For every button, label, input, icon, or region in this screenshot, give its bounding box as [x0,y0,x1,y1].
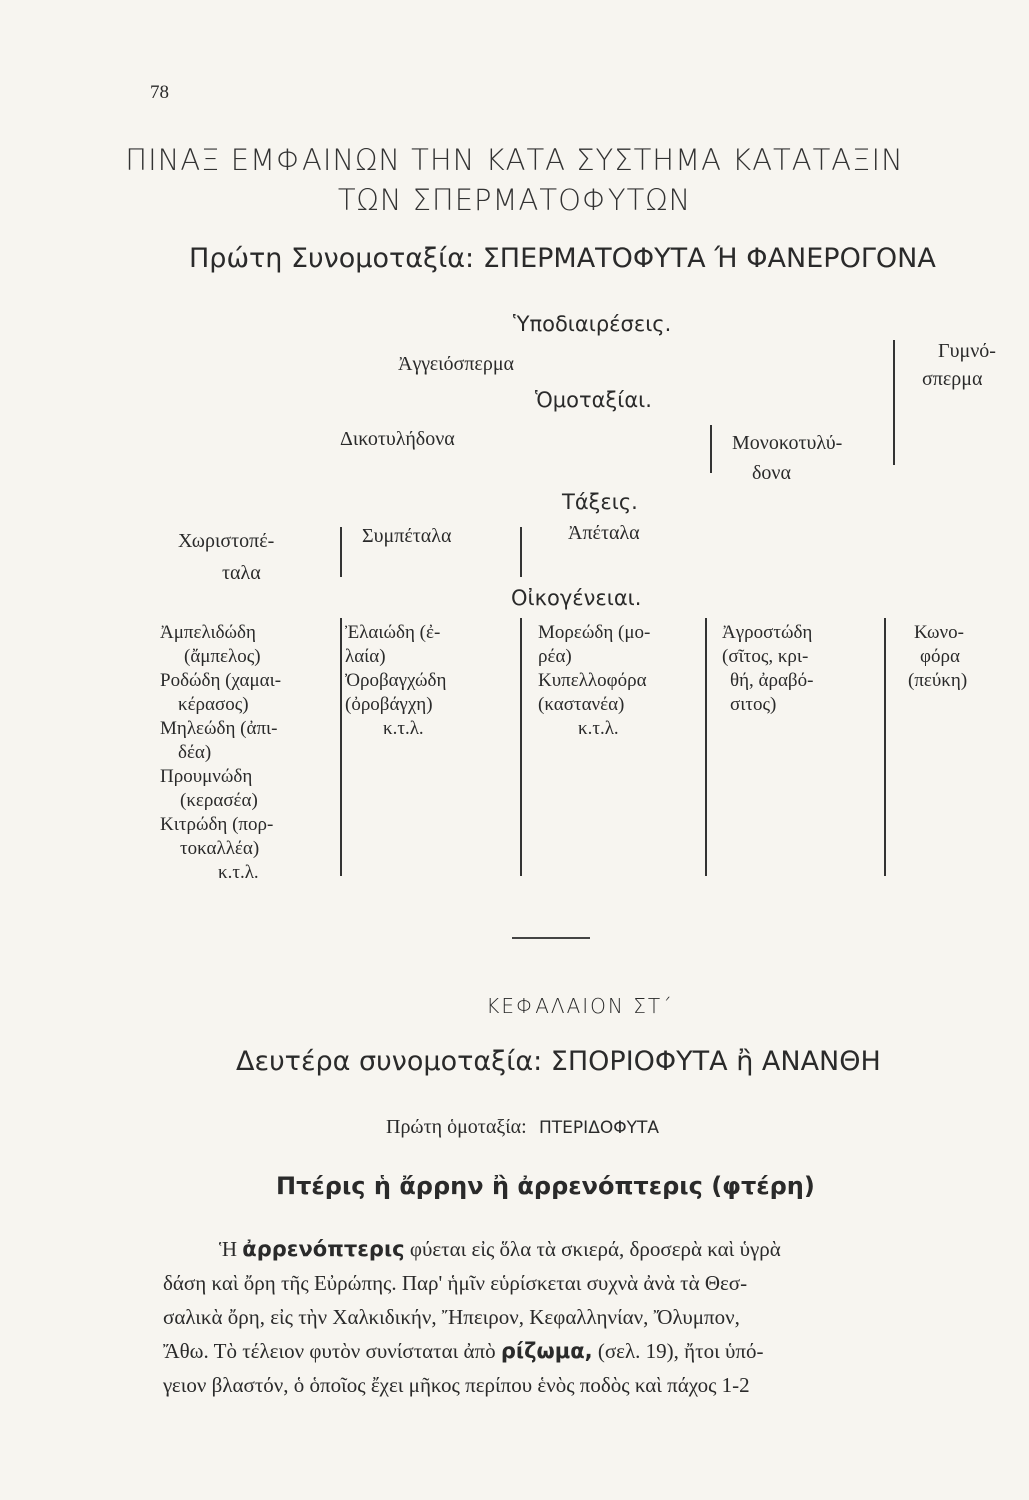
divider-gymnosperms-upper [893,340,895,465]
families-sympetalae [345,621,446,741]
family-line: Κυπελλοφόρα [538,670,647,691]
family-line: Ἀμπελιδώδη [160,622,256,643]
monocotyledons-label [732,428,842,488]
body-line-1 [163,1237,1003,1262]
families-monocotyledons [722,621,813,717]
first-phylum-heading: Πρώτη Συνομοταξία: ΣΠΕΡΜΑΤΟΦΥΤΑ Ή ΦΑΝΕΡΟΓΟΝΑ [189,243,936,274]
family-line: τοκαλλέα) [180,838,260,859]
families-apetalae [538,621,650,741]
table-title-line1: ΠΙΝΑΞ ΕΜΦΑΙΝΩΝ ΤΗΝ ΚΑΤΑ ΣΥΣΤΗΜΑ ΚΑΤΑΤΑΞΙΝ [125,143,904,177]
orders-label: Τάξεις. [562,490,638,514]
body-text: φύεται εἰς ὅλα τὰ σκιερά, δροσερὰ καὶ ὑγρὰ [409,1237,781,1261]
family-line: κ.τ.λ. [383,718,424,739]
family-line: Μορεώδη (μο- [538,622,651,643]
family-line: λαία) [345,646,386,667]
family-line: Προυμνώδη [160,766,253,787]
first-class-heading [386,1114,659,1139]
divider-col2 [520,618,522,876]
family-line: (σῖτος, κρι- [722,646,809,667]
page-number: 78 [150,82,169,103]
section-separator [512,937,590,939]
family-line: Ἐλαιώδη (ἐ- [345,622,441,643]
choripetalae-line1: Χωριστοπέ- [178,530,275,552]
body-line-2: δάση καὶ ὄρη τῆς Εὐρώπης. Παρ' ἡμῖν εὑρίσκεται συχνὰ ἀνὰ τὰ Θεσ- [163,1271,748,1295]
family-line: (ὀροβάγχη) [345,694,433,715]
apetalae-label: Ἀπέταλα [568,522,640,544]
monocotyledons-line1: Μονοκοτυλύ- [732,432,843,454]
angiosperms-label: Ἀγγειόσπερμα [398,353,515,375]
family-line: Κιτρώδη (πορ- [160,814,274,835]
body-line-4 [163,1339,1003,1364]
table-title-line2: ΤΩΝ ΣΠΕΡΜΑΤΟΦΥΤΩΝ [337,183,692,217]
family-line: κ.τ.λ. [218,862,259,883]
family-line: δέα) [178,742,212,763]
family-line: φόρα [920,646,960,667]
family-line: σιτος) [730,694,777,715]
first-class-name: ΠΤΕΡΙΔΟΦΥΤΑ [539,1118,659,1138]
family-line: ρέα) [538,646,572,667]
second-phylum-heading: Δευτέρα συνομοταξία: ΣΠΟΡΙΟΦΥΤΑ ἢ ΑΝΑΝΘΗ [236,1046,881,1077]
family-line: Ροδώδη (χαμαι- [160,670,282,691]
family-line: Ὀροβαγχώδη [345,670,447,691]
families-choripetalae [160,621,281,885]
divider-choripetalae-upper [340,527,342,577]
gymnosperms-label [898,337,996,393]
subdivisions-label: Ὑποδιαιρέσεις. [513,312,672,336]
divider-monocot-upper [710,425,712,473]
families-label: Οἰκογένειαι. [511,586,642,610]
gymnosperms-line2: σπερμα [922,368,983,390]
monocotyledons-line2: δονα [752,462,791,484]
body-keyword: ρίζωμα, [500,1339,593,1363]
sympetalae-label: Συμπέταλα [362,525,452,547]
subclasses-label: Ὁμοταξίαι. [535,388,652,412]
body-keyword: ἀρρενόπτερις [242,1237,405,1261]
body-line-3: σαλικὰ ὄρη, εἰς τὴν Χαλκιδικήν, Ἤπειρον, Κεφαλληνίαν, Ὄλυμπον, [163,1305,740,1329]
dicotyledons-label: Δικοτυλήδονα [340,428,455,450]
family-line: Μηλεώδη (ἀπι- [160,718,278,739]
family-line: Κωνο- [914,622,964,643]
choripetalae-line2: ταλα [222,562,261,584]
divider-col1 [340,618,342,876]
body-line-5: γειον βλαστόν, ὁ ὁποῖος ἔχει μῆκος περίπου ἑνὸς ποδὸς καὶ πάχος 1-2 [163,1373,750,1397]
species-heading: Πτέρις ἡ ἄρρην ἢ ἀρρενόπτερις (φτέρη) [276,1172,815,1200]
choripetalae-label [178,525,274,589]
body-text: Ἄθω. Τὸ τέλειον φυτὸν συνίσταται ἀπὸ [163,1339,496,1363]
divider-col3 [705,618,707,876]
chapter-heading: ΚΕΦΑΛΑΙΟΝ ΣΤ΄ [486,994,674,1018]
divider-col4 [884,618,886,876]
family-line: (ἄμπελος) [184,646,261,667]
body-text: (σελ. 19), ἤτοι ὑπό- [597,1339,764,1363]
family-line: κ.τ.λ. [578,718,619,739]
family-line: κέρασος) [178,694,249,715]
body-text: Ἡ [219,1237,238,1261]
family-line: (κερασέα) [180,790,258,811]
family-line: Ἀγροστώδη [722,622,813,643]
gymnosperms-line1: Γυμνό- [938,340,996,362]
family-line: (καστανέα) [538,694,625,715]
first-class-label: Πρώτη ὁμοταξία: [386,1116,527,1138]
family-line: θή, ἀραβό- [730,670,814,691]
family-line: (πεύκη) [908,670,968,691]
divider-sympetalae-upper [520,527,522,577]
families-gymnosperms [902,621,967,693]
